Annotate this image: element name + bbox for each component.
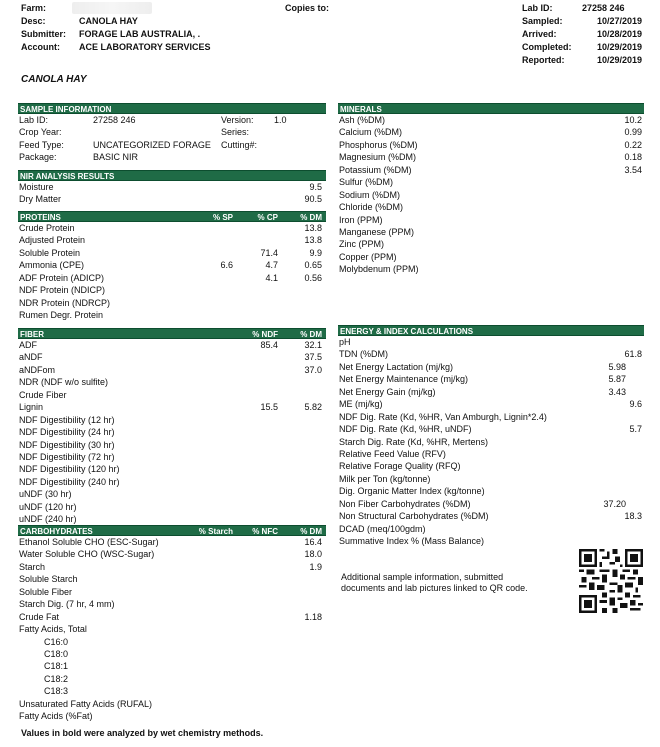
- row-label: Starch Dig. Rate (Kd, %HR, Mertens): [339, 436, 489, 447]
- row-label: Potassium (%DM): [339, 164, 412, 175]
- row-label: Dry Matter: [19, 194, 62, 205]
- row-value: 3.43: [608, 386, 626, 397]
- row-label: ADF: [19, 340, 37, 350]
- fiber-row: [18, 414, 326, 426]
- row-label: Starch: [19, 561, 46, 572]
- row-label: NDF Digestibility (120 hr): [19, 464, 120, 475]
- row-label: NDR Protein (NDRCP): [19, 297, 111, 308]
- row-value: 71.4: [260, 247, 278, 258]
- nir-analysis-section: [18, 170, 326, 206]
- carbohydrate-row: [18, 685, 326, 697]
- row-label: Net Energy Maintenance (mj/kg): [339, 374, 469, 385]
- row-label: uNDF (120 hr): [19, 501, 77, 512]
- row-value: 13.8: [304, 223, 322, 233]
- completed-value: 10/29/2019: [596, 42, 642, 52]
- fiber-row: [18, 439, 326, 451]
- energy-row: [338, 523, 644, 535]
- carbohydrate-row: [18, 561, 326, 573]
- account-value: ACE LABORATORY SERVICES: [79, 42, 211, 52]
- energy-row: [338, 398, 644, 410]
- row-label: aNDFom: [19, 364, 56, 375]
- row-label: Copper (PPM): [339, 251, 397, 262]
- sample-info-row: Lab ID: 27258 246 Version: 1.0: [19, 115, 287, 125]
- row-label: NDF Digestibility (12 hr): [19, 414, 115, 425]
- mineral-row: [338, 151, 644, 163]
- sample-info-row: Crop Year: Series:: [19, 127, 250, 138]
- desc-value: CANOLA HAY: [79, 16, 138, 26]
- row-value: 0.56: [304, 272, 322, 283]
- protein-row: [18, 284, 326, 296]
- mineral-row: [338, 238, 644, 250]
- mineral-row: [338, 126, 644, 138]
- row-value: 9.5: [309, 182, 322, 192]
- mineral-row: [338, 114, 644, 126]
- row-label: uNDF (30 hr): [19, 489, 72, 500]
- copies-to-label: Copies to:: [285, 3, 329, 13]
- row-value: 5.82: [304, 402, 322, 413]
- row-label: NDF Digestibility (24 hr): [19, 427, 115, 438]
- fiber-section: [18, 328, 326, 526]
- mineral-row: [338, 214, 644, 226]
- sample-info-row: Feed Type: UNCATEGORIZED FORAGE Cutting#:: [19, 139, 258, 150]
- fiber-row: [18, 401, 326, 413]
- carbohydrate-row: [18, 636, 326, 648]
- account-label: Account:: [21, 42, 60, 52]
- row-label: NDF Dig. Rate (Kd, %HR, Van Amburgh, Lignin*2.4): [339, 411, 547, 422]
- carbohydrate-row: [18, 536, 326, 548]
- mineral-row: [338, 226, 644, 238]
- row-value: 10.2: [624, 115, 642, 125]
- row-label: Soluble Protein: [19, 247, 81, 258]
- energy-header: ENERGY & INDEX CALCULATIONS: [338, 325, 644, 336]
- row-label: Non Structural Carbohydrates (%DM): [339, 511, 489, 522]
- carbohydrate-row: [18, 623, 326, 635]
- row-value: 90.5: [304, 194, 322, 205]
- row-value: 37.5: [304, 352, 322, 363]
- row-value: 15.5: [260, 402, 278, 413]
- fiber-row: [18, 364, 326, 376]
- row-label: Relative Feed Value (RFV): [339, 448, 446, 459]
- row-label: Soluble Starch: [19, 574, 78, 585]
- minerals-section: [338, 103, 644, 276]
- row-label: Magnesium (%DM): [339, 152, 417, 163]
- energy-row: [338, 361, 644, 373]
- mineral-row: [338, 139, 644, 151]
- row-value: 5.87: [608, 374, 626, 385]
- mineral-row: [338, 189, 644, 201]
- row-label: Dig. Organic Matter Index (kg/tonne): [339, 486, 485, 497]
- row-label: Ash (%DM): [339, 115, 386, 125]
- row-label: Crude Fat: [19, 611, 60, 622]
- carbohydrate-row: [18, 698, 326, 710]
- carbohydrate-row: [18, 710, 326, 722]
- row-value: 37.0: [304, 364, 322, 375]
- protein-row: [18, 247, 326, 259]
- row-label: Soluble Fiber: [19, 586, 73, 597]
- row-label: ME (mj/kg): [339, 399, 383, 410]
- row-label: C18:0: [44, 648, 69, 659]
- row-label: Starch Dig. (7 hr, 4 mm): [19, 599, 115, 610]
- arrived-label: Arrived:: [522, 29, 557, 39]
- carbohydrates-section: [18, 525, 326, 723]
- mineral-row: [338, 263, 644, 275]
- reported-value: 10/29/2019: [596, 55, 642, 65]
- row-label: uNDF (240 hr): [19, 514, 77, 525]
- row-label: Fatty Acids (%Fat): [19, 711, 93, 722]
- sample-info-row: Package: BASIC NIR: [19, 152, 139, 163]
- farm-value-redacted: [72, 2, 152, 14]
- row-label: Relative Forage Quality (RFQ): [339, 461, 461, 472]
- nir-row: [18, 193, 326, 205]
- farm-label: Farm:: [21, 3, 47, 13]
- fiber-row: [18, 451, 326, 463]
- row-value: 0.18: [624, 152, 642, 163]
- row-label: TDN (%DM): [339, 349, 388, 360]
- row-label: Iron (PPM): [339, 214, 383, 225]
- row-label: Unsaturated Fatty Acids (RUFAL): [19, 698, 153, 709]
- row-label: Chloride (%DM): [339, 202, 404, 213]
- fiber-row: [18, 513, 326, 525]
- lab-id-value: 27258 246: [582, 3, 625, 13]
- sample-information-header: SAMPLE INFORMATION: [18, 103, 326, 114]
- protein-row: [18, 222, 326, 234]
- row-label: Non Fiber Carbohydrates (%DM): [339, 498, 471, 509]
- row-label: NDF Dig. Rate (Kd, %HR, uNDF): [339, 424, 472, 435]
- energy-row: [338, 411, 644, 423]
- minerals-header: MINERALS: [338, 103, 644, 114]
- row-label: C18:1: [44, 661, 69, 672]
- row-value: 32.1: [304, 340, 322, 350]
- row-value: 13.8: [304, 235, 322, 246]
- row-label: Summative Index % (Mass Balance): [339, 536, 485, 546]
- lab-id-label: Lab ID:: [522, 3, 553, 13]
- reported-label: Reported:: [522, 55, 565, 65]
- row-label: NDR (NDF w/o sulfite): [19, 377, 109, 388]
- carbohydrates-header: CARBOHYDRATES % Starch % NFC % DM: [18, 525, 326, 536]
- row-value: 4.1: [265, 272, 278, 283]
- fiber-row: [18, 488, 326, 500]
- carbohydrate-row: [18, 598, 326, 610]
- row-label: Net Energy Gain (mj/kg): [339, 386, 436, 397]
- row-label: Adjusted Protein: [19, 235, 86, 246]
- row-label: Rumen Degr. Protein: [19, 310, 104, 321]
- energy-row: [338, 348, 644, 360]
- desc-label: Desc:: [21, 16, 46, 26]
- row-label: Water Soluble CHO (WSC-Sugar): [19, 549, 155, 560]
- row-label: Manganese (PPM): [339, 226, 415, 237]
- energy-row: [338, 423, 644, 435]
- row-label: Milk per Ton (kg/tonne): [339, 473, 431, 484]
- energy-row: [338, 386, 644, 398]
- row-value: 5.98: [608, 361, 626, 372]
- row-label: NDF Digestibility (72 hr): [19, 451, 115, 462]
- proteins-header: PROTEINS % SP % CP % DM: [18, 211, 326, 222]
- fiber-row: [18, 389, 326, 401]
- nir-analysis-header: NIR ANALYSIS RESULTS: [18, 170, 326, 181]
- carbohydrate-row: [18, 586, 326, 598]
- row-value: 61.8: [624, 349, 642, 360]
- row-label: Lignin: [19, 402, 44, 413]
- energy-row: [338, 373, 644, 385]
- row-value: 3.54: [624, 164, 642, 175]
- row-label: pH: [339, 337, 351, 347]
- row-value: 0.65: [304, 260, 322, 271]
- sample-information-section: [18, 103, 326, 164]
- energy-row: [338, 448, 644, 460]
- row-value: 9.6: [629, 399, 642, 410]
- mineral-row: [338, 176, 644, 188]
- row-label: aNDF: [19, 352, 43, 363]
- row-label: Calcium (%DM): [339, 127, 402, 138]
- row-label: C16:0: [44, 636, 69, 647]
- nir-row: [18, 181, 326, 193]
- energy-row: [338, 510, 644, 522]
- fiber-header: FIBER % NDF % DM: [18, 328, 326, 339]
- carbohydrate-row: [18, 573, 326, 585]
- row-label: NDF Digestibility (30 hr): [19, 439, 115, 450]
- row-label: Ethanol Soluble CHO (ESC-Sugar): [19, 537, 159, 547]
- row-label: C18:2: [44, 673, 69, 684]
- fiber-row: [18, 501, 326, 513]
- sampled-value: 10/27/2019: [596, 16, 642, 26]
- carbohydrate-row: [18, 673, 326, 685]
- protein-row: [18, 259, 326, 271]
- energy-row: [338, 498, 644, 510]
- row-label: Molybdenum (PPM): [339, 264, 419, 275]
- protein-row: [18, 234, 326, 246]
- row-value: 18.0: [304, 549, 322, 560]
- mineral-row: [338, 201, 644, 213]
- row-label: NDF Protein (NDICP): [19, 285, 106, 296]
- carbohydrate-row: [18, 648, 326, 660]
- arrived-value: 10/28/2019: [596, 29, 642, 39]
- energy-row: [338, 460, 644, 472]
- carbohydrate-row: [18, 548, 326, 560]
- row-value: 0.22: [624, 139, 642, 150]
- row-value: 1.18: [304, 611, 322, 622]
- row-label: ADF Protein (ADICP): [19, 272, 105, 283]
- row-value: 5.7: [629, 424, 642, 435]
- carbohydrate-row: [18, 611, 326, 623]
- fiber-row: [18, 339, 326, 351]
- submitter-label: Submitter:: [21, 29, 66, 39]
- row-label: Crude Fiber: [19, 389, 67, 400]
- fiber-row: [18, 376, 326, 388]
- carbohydrate-row: [18, 660, 326, 672]
- row-label: NDF Digestibility (240 hr): [19, 476, 120, 487]
- mineral-row: [338, 164, 644, 176]
- fiber-row: [18, 463, 326, 475]
- row-value: 0.99: [624, 127, 642, 138]
- fiber-row: [18, 426, 326, 438]
- row-label: Fatty Acids, Total: [19, 624, 87, 635]
- proteins-section: [18, 211, 326, 322]
- energy-row: [338, 535, 644, 547]
- row-value: 9.9: [309, 247, 322, 258]
- row-value: 85.4: [260, 340, 278, 350]
- qr-code-icon[interactable]: [579, 549, 643, 613]
- row-label: Phosphorus (%DM): [339, 139, 418, 150]
- report-title: CANOLA HAY: [21, 74, 87, 85]
- energy-row: [338, 485, 644, 497]
- row-value: 16.4: [304, 537, 322, 547]
- submitter-value: FORAGE LAB AUSTRALIA, .: [79, 29, 201, 39]
- row-label: Zinc (PPM): [339, 239, 384, 250]
- row-value: 6.6: [220, 260, 233, 271]
- row-label: Sodium (%DM): [339, 189, 401, 200]
- row-value: 37.20: [603, 498, 626, 509]
- row-label: Crude Protein: [19, 223, 75, 233]
- row-label: DCAD (meq/100gdm): [339, 523, 426, 534]
- row-label: Moisture: [19, 182, 54, 192]
- energy-row: [338, 473, 644, 485]
- footer-note: Values in bold were analyzed by wet chemistry methods.: [21, 728, 264, 738]
- row-value: 18.3: [624, 511, 642, 522]
- protein-row: [18, 309, 326, 321]
- energy-row: [338, 436, 644, 448]
- protein-row: [18, 272, 326, 284]
- row-label: Ammonia (CPE): [19, 260, 85, 271]
- sampled-label: Sampled:: [522, 16, 563, 26]
- row-label: C18:3: [44, 686, 69, 697]
- completed-label: Completed:: [522, 42, 572, 52]
- row-label: Sulfur (%DM): [339, 177, 394, 188]
- row-value: 1.9: [309, 561, 322, 572]
- fiber-row: [18, 476, 326, 488]
- protein-row: [18, 297, 326, 309]
- row-value: 4.7: [265, 260, 278, 271]
- energy-section: [338, 325, 644, 547]
- mineral-row: [338, 251, 644, 263]
- row-label: Net Energy Lactation (mj/kg): [339, 361, 454, 372]
- fiber-row: [18, 351, 326, 363]
- qr-note: Additional sample information, submitted documents and lab pictures linked to QR code.: [341, 572, 528, 593]
- energy-row: [338, 336, 644, 348]
